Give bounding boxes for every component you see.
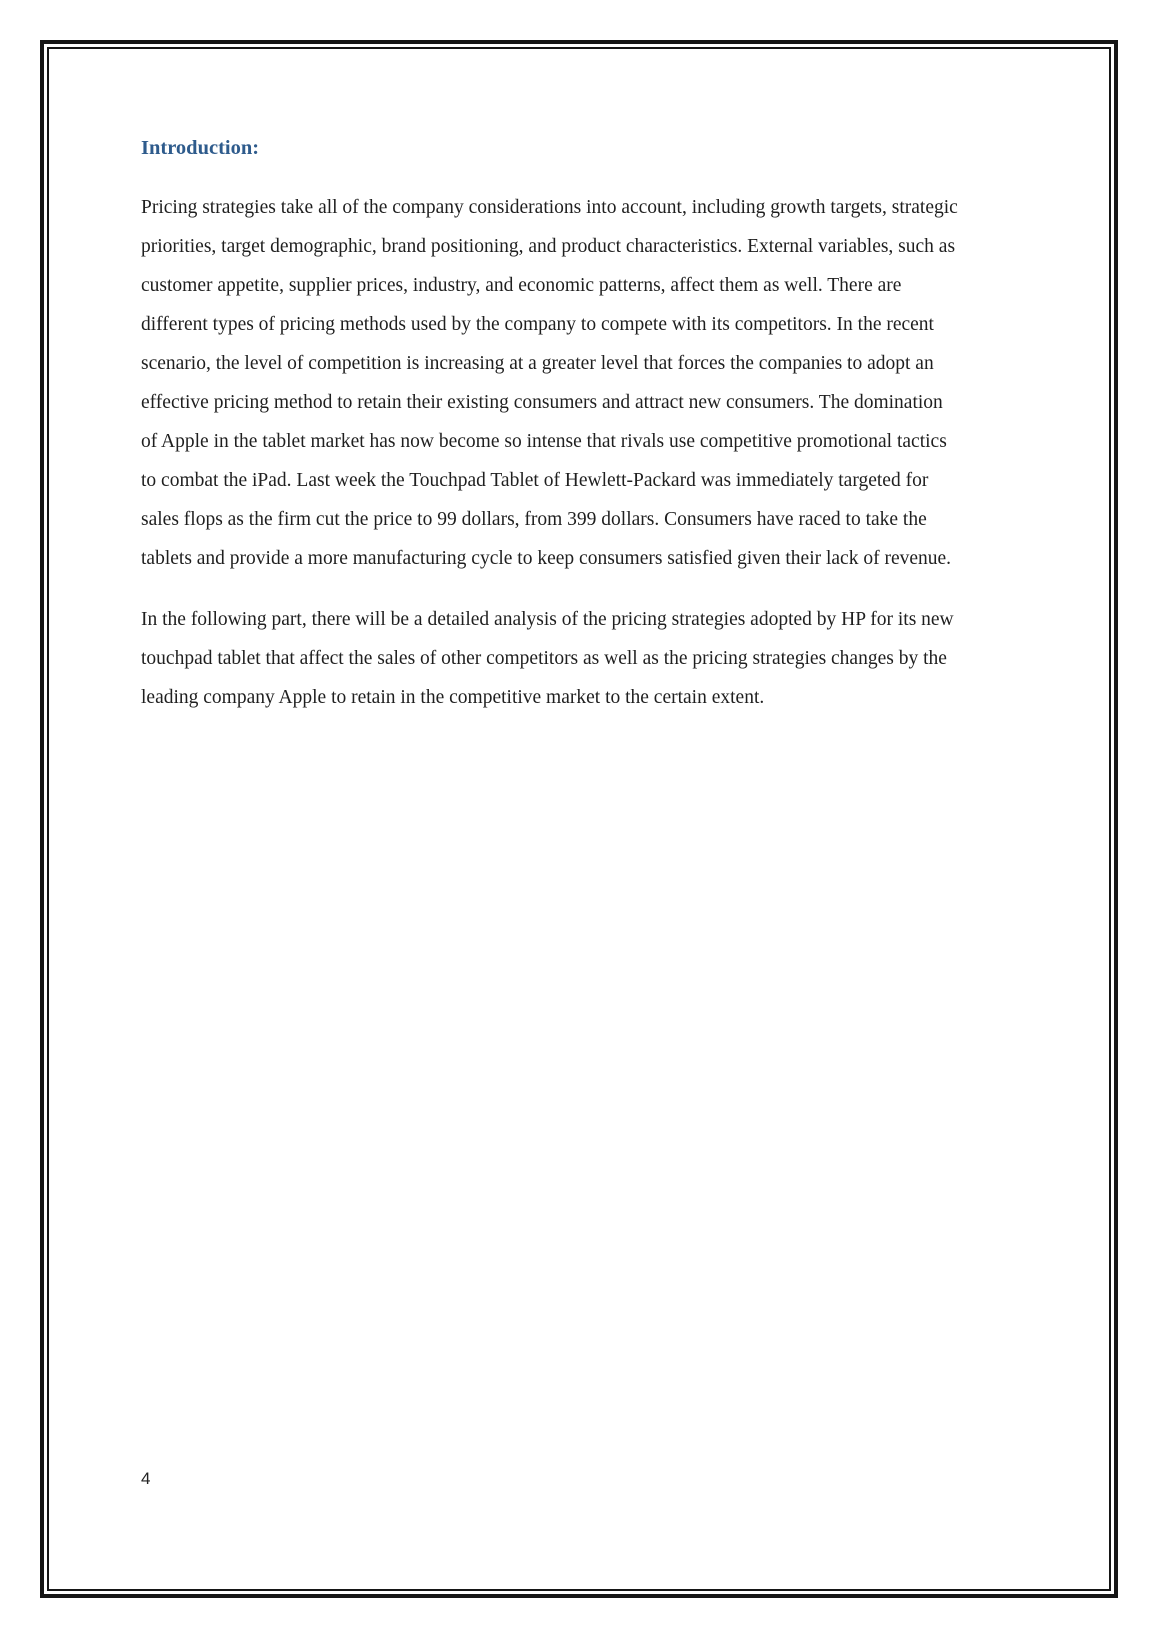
page-number: 4 [141, 1469, 151, 1488]
section-heading: Introduction: [141, 137, 260, 159]
page-border-frame [40, 40, 1118, 1598]
body-paragraph: In the following part, there will be a detailed analysis of the pricing strategies adopted by HP for its new touchpad tablet that affect the sales of other competitors as well as the pricing strategies changes by the leading company Apple to retain in the competitive market to the certain extent. [141, 609, 954, 708]
body-paragraph: Pricing strategies take all of the company considerations into account, including growth targets, strategic priorities, target demographic, brand positioning, and product characteristics. External variables, such as customer appetite, supplier prices, industry, and economic patterns, affect them as well. There are different types of pricing methods used by the company to compete with its competitors. In the recent scenario, the level of competition is increasing at a greater level that forces the companies to adopt an effective pricing method to retain their existing consumers and attract new consumers. The domination of Apple in the tablet market has now become so intense that rivals use competitive promotional tactics to combat the iPad. Last week the Touchpad Tablet of Hewlett-Packard was immediately targeted for sales flops as the firm cut the price to 99 dollars, from 399 dollars. Consumers have raced to take the tablets and provide a more manufacturing cycle to keep consumers satisfied given their lack of revenue. [141, 197, 958, 569]
document-page [47, 47, 1111, 1591]
